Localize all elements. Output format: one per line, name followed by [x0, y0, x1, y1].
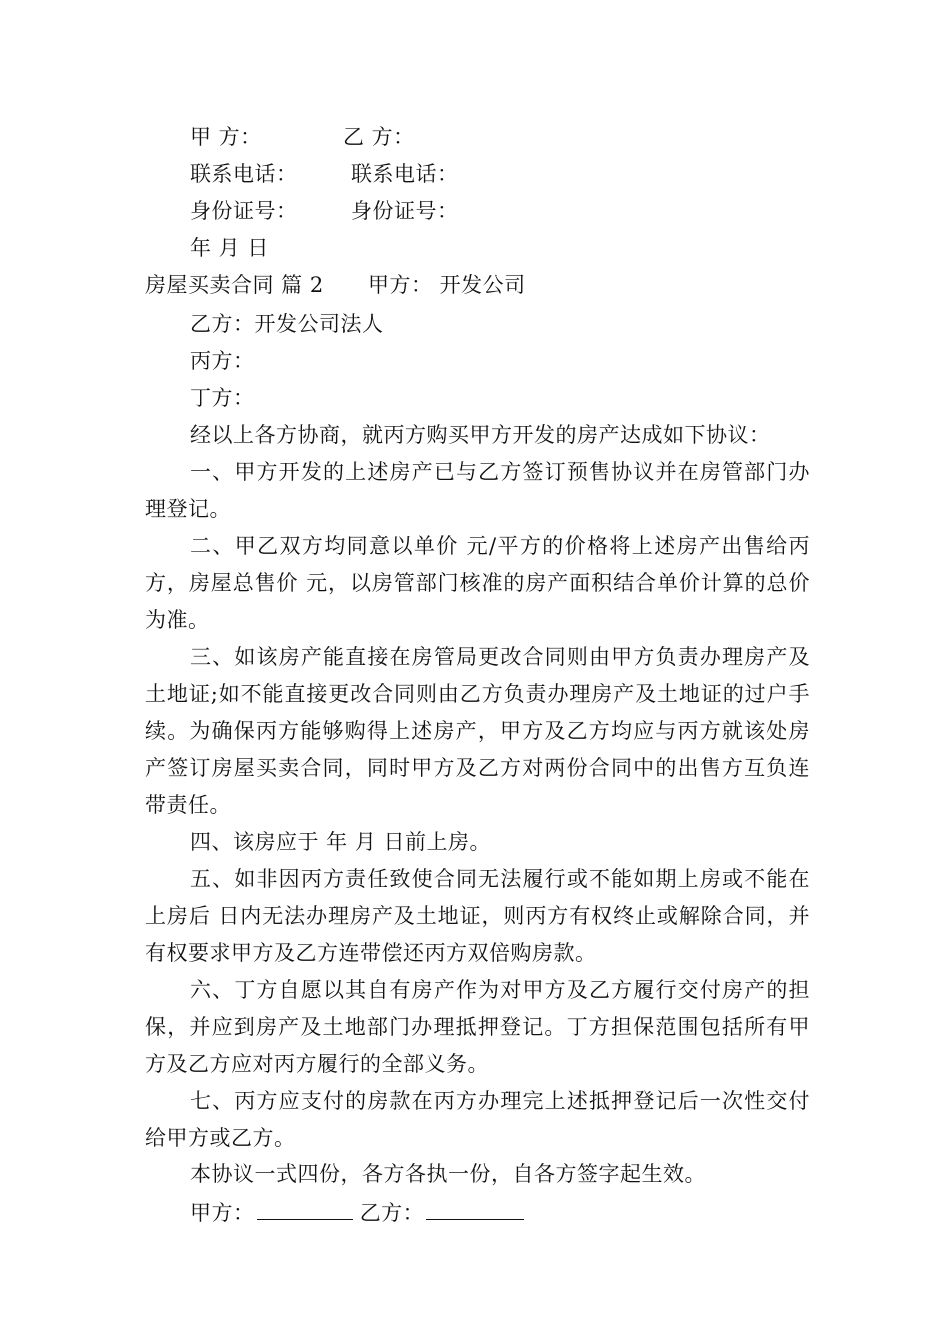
final-sign-b-label: 乙方：	[359, 1201, 425, 1225]
sign-a-blank-line[interactable]	[257, 1199, 353, 1220]
signature-phone-b-label: 联系电话：	[351, 162, 459, 186]
signature-party-b-label: 乙 方：	[343, 125, 415, 149]
contract-party-b: 乙方：开发公司法人	[190, 312, 384, 336]
sign-b-blank-line[interactable]	[426, 1199, 524, 1220]
final-sign-a-label: 甲方：	[190, 1201, 255, 1225]
clause-4: 四、该房应于 年 月 日前上房。	[190, 830, 492, 854]
contract-party-c: 丙方：	[190, 349, 255, 373]
signature-phone-a-label: 联系电话：	[190, 162, 298, 186]
clause-7: 七、丙方应支付的房款在丙方办理完上述抵押登记后一次性交付给甲方或乙方。	[145, 1089, 810, 1150]
contract-intro: 经以上各方协商，就丙方购买甲方开发的房产达成如下协议：	[190, 423, 771, 447]
clause-5: 五、如非因丙方责任致使合同无法履行或不能如期上房或不能在上房后 日内无法办理房产及土地证，则丙方有权终止或解除合同，并有权要求甲方及乙方连带偿还丙方双倍购房款。	[145, 867, 810, 965]
contract-party-d: 丁方：	[190, 386, 255, 410]
clause-3: 三、如该房产能直接在房管局更改合同则由甲方负责办理房产及土地证;如不能直接更改合同则由乙方负责办理房产及土地证的过户手续。为确保丙方能够购得上述房产，甲方及乙方均应与丙方就该处房产签订房屋买卖合同，同时甲方及乙方对两份合同中的出售方互负连带责任。	[145, 645, 810, 817]
signature-id-a-label: 身份证号：	[190, 199, 298, 223]
signature-id-b-label: 身份证号：	[351, 199, 459, 223]
final-signature-row	[190, 1199, 524, 1225]
signature-party-a-label: 甲 方：	[190, 125, 262, 149]
contract-title: 房屋买卖合同 篇 2	[145, 273, 324, 297]
clause-1: 一、甲方开发的上述房产已与乙方签订预售协议并在房管部门办理登记。	[145, 460, 810, 521]
contract-party-a: 甲方： 开发公司	[368, 273, 526, 297]
signature-date: 年 月 日	[190, 236, 269, 260]
clause-6: 六、丁方自愿以其自有房产作为对甲方及乙方履行交付房产的担保，并应到房产及土地部门办理抵押登记。丁方担保范围包括所有甲方及乙方应对丙方履行的全部义务。	[145, 978, 810, 1076]
clause-2: 二、甲乙双方均同意以单价 元/平方的价格将上述房产出售给丙方，房屋总售价 元，以房管部门核准的房产面积结合单价计算的总价为准。	[145, 534, 810, 632]
closing-statement: 本协议一式四份，各方各执一份，自各方签字起生效。	[190, 1162, 706, 1186]
